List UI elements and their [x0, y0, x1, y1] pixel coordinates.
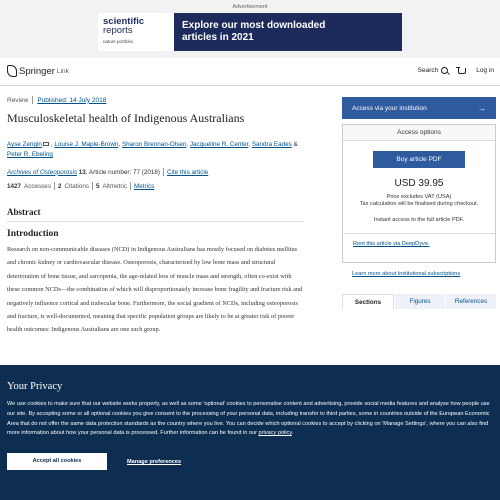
journal-link[interactable]: Archives of Osteoporosis [7, 168, 77, 176]
author-list: Ayse Zengin , Louise J. Maple-Brown, Sharon Brennan-Olsen, Jacqueline R. Center, Sandra Eades & Peter R. Ebeling [7, 141, 298, 158]
citations-count: 2 [57, 182, 62, 190]
article-meta [7, 96, 303, 104]
author-link[interactable]: Ayse Zengin [7, 141, 42, 148]
access-sidebar [342, 97, 496, 309]
privacy-title: Your Privacy [7, 381, 63, 392]
accesses-label: Accesses [24, 182, 51, 190]
article-number: , Article number: 77 (2018) [85, 168, 160, 176]
divider [163, 168, 164, 176]
article-type: Review [7, 96, 29, 104]
introduction-heading: Introduction [7, 229, 59, 239]
altmetric-count: 5 [95, 182, 100, 190]
article-price: USD 39.95 [394, 178, 444, 189]
cite-article-link[interactable]: Cite this article [166, 168, 209, 176]
divider [130, 182, 131, 190]
article-metrics [7, 182, 303, 190]
access-options-box [342, 124, 496, 263]
search-label: Search [417, 67, 439, 74]
altmetric-label: Altmetric [102, 182, 127, 190]
published-date-link[interactable]: Published: 14 July 2018 [37, 96, 107, 104]
ad-label: Advertisement [232, 4, 268, 10]
springer-horse-icon [7, 65, 17, 77]
ad-logo-line1: scientific [103, 16, 145, 27]
article-title: Musculoskeletal health of Indigenous Australians [7, 111, 245, 125]
institution-subscription-area [342, 271, 496, 277]
ad-logo-line2: reports [103, 25, 133, 36]
header-actions [408, 67, 494, 74]
buy-section [343, 141, 495, 233]
email-icon[interactable] [43, 142, 49, 146]
privacy-actions [7, 453, 493, 470]
divider [32, 96, 33, 104]
sidebar-tabs [342, 294, 496, 309]
abstract-heading[interactable]: Abstract [7, 207, 303, 222]
privacy-banner [0, 365, 500, 500]
access-institution-button[interactable] [342, 97, 496, 119]
ad-headline-2: articles in 2021 [182, 32, 254, 43]
privacy-period: . [291, 430, 294, 437]
arrow-right-icon: → [478, 103, 486, 113]
access-institution-label: Access via your institution [352, 104, 427, 112]
tab-figures[interactable]: Figures [394, 294, 445, 309]
search-icon [441, 67, 448, 74]
ad-headline-1: Explore our most downloaded [182, 20, 326, 31]
introduction-paragraph: Research on non-communicable diseases (NCD) in Indigenous Australians has mostly focused on diabetes mellitus and chronic kidney or cardiovascular disease. Osteoporosis, characterised by low bone mass and structural deterioration of bone tissue, and sarcopenia, the age-related loss of muscle mass and strength, often co-exist with these common NCDs—the combination of which will disproportionately increase bone fragility and fracture risk and negatively influence cortical and trabecular bone. Furthermore, the social gradient of NCDs, including osteoporosis and fracture, is well-documented, meaning that specific population groups are likely to be at greater risk of poorer health outcomes: Indigenous Australians are one such group. [7, 246, 303, 334]
price-note-vat: Price excludes VAT (USA) [386, 194, 452, 200]
springer-logo[interactable] [7, 65, 69, 77]
author-link[interactable]: Sharon Brennan-Olsen [121, 141, 187, 148]
author-link[interactable]: Peter R. Ebeling [7, 151, 53, 158]
institutional-subscriptions-link[interactable]: Learn more about Institutional subscriptions [352, 270, 461, 277]
manage-preferences-link[interactable]: Manage preferences [127, 458, 182, 465]
search-button[interactable] [418, 67, 449, 74]
rent-deepdyve-link[interactable]: Rent this article via DeepDyve. [353, 240, 430, 247]
divider [54, 182, 55, 190]
tab-references[interactable]: References [445, 294, 496, 309]
ad-banner[interactable] [98, 13, 402, 51]
privacy-body: We use cookies to make sure that our website works properly, as well as some 'optional' cookies to personalise content and advertising, provide social media features and analyse how people use our site. By accepting some or all optional cookies you give consent to the processing of your personal data, including transfer to third parties, some in countries outside of the European Economic Area that do not offer the same data protection standards as the country where you live. You can decide which optional cookies to accept by clicking on 'Manage Settings', where you can also find more information about how your personal data is processed. Further information can be found in our [7, 401, 490, 437]
site-header [0, 58, 500, 86]
author-link[interactable]: Sandra Eades [251, 141, 292, 148]
ad-headline [174, 20, 325, 44]
ad-logo-line3: nature portfolio [103, 39, 134, 44]
divider [92, 182, 93, 190]
privacy-policy-link[interactable]: privacy policy [258, 430, 292, 437]
cart-button[interactable] [458, 68, 466, 74]
ad-logo [98, 13, 174, 51]
access-options-title: Access options [343, 125, 495, 141]
tab-sections[interactable]: Sections [342, 294, 394, 309]
author-link[interactable]: Jacqueline R. Center [189, 141, 249, 148]
price-note [351, 194, 487, 209]
article-main [7, 96, 303, 337]
logo-brand: Springer [19, 65, 55, 77]
logo-suffix: Link [56, 67, 69, 75]
author-link[interactable]: Louise J. Maple-Brown [54, 141, 119, 148]
privacy-text [7, 400, 493, 439]
accesses-count: 1427 [7, 182, 22, 190]
cart-icon [458, 68, 466, 74]
price-note-tax: Tax calculation will be finalised during checkout. [359, 201, 479, 208]
rent-section [343, 233, 495, 262]
login-link[interactable]: Log in [476, 67, 494, 74]
accept-cookies-button[interactable]: Accept all cookies [7, 453, 107, 470]
instant-access-note: Instant access to the full article PDF. [373, 216, 465, 223]
buy-article-button[interactable]: Buy article PDF [373, 151, 465, 168]
journal-volume: 13 [78, 168, 86, 176]
metrics-link[interactable]: Metrics [134, 182, 155, 190]
advertisement-area [0, 0, 500, 58]
journal-info [7, 168, 303, 176]
citations-label: Citations [64, 182, 89, 190]
